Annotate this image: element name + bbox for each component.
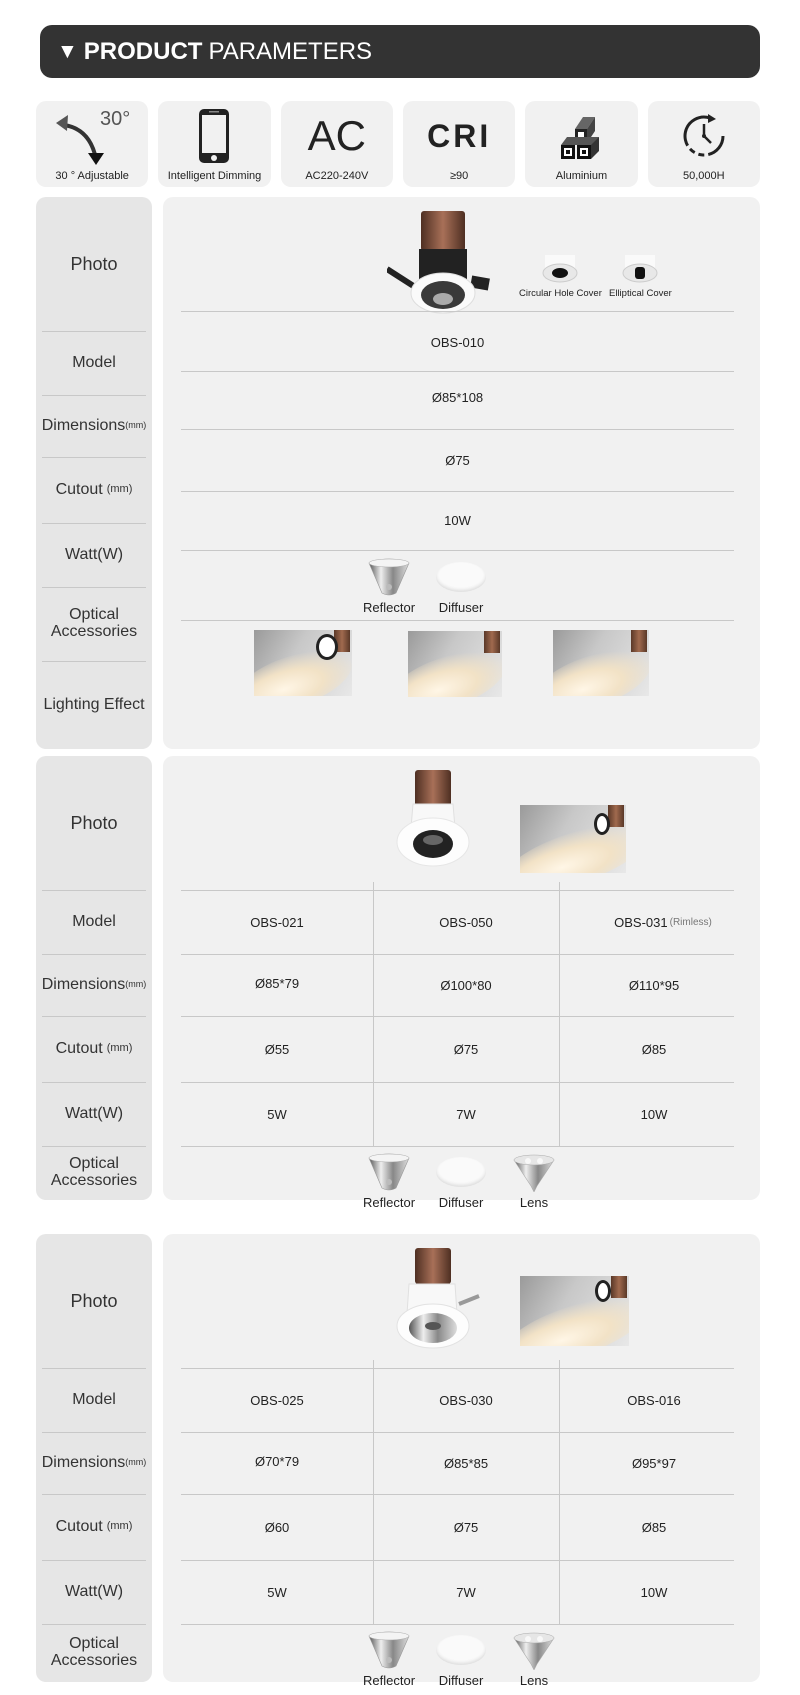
value-cutout: Ø75 — [453, 1519, 479, 1535]
lighting-effect-image-3 — [553, 630, 649, 696]
accessory-diffuser: Diffuser — [436, 557, 486, 615]
label-model: Model — [72, 353, 116, 371]
feature-voltage — [281, 101, 393, 187]
value-cutout: Ø55 — [264, 1041, 290, 1057]
feature-dimming — [158, 101, 270, 187]
value-model: OBS-021 — [250, 914, 304, 930]
accessory-reflector: Reflector — [363, 1630, 415, 1688]
lighting-effect-image — [520, 1276, 629, 1346]
value-dimensions: Ø70*79 — [254, 1453, 300, 1469]
value-watt: 7W — [456, 1106, 476, 1122]
accessory-reflector: Reflector — [363, 557, 415, 615]
value-watt: 5W — [267, 1584, 287, 1600]
accessory-diffuser: Diffuser — [436, 1630, 486, 1688]
lens-icon — [511, 1152, 557, 1192]
label-watt: Watt(W) — [64, 1104, 124, 1122]
row-labels-column — [36, 197, 152, 749]
feature-strip — [36, 101, 760, 187]
label-photo: Photo — [70, 1290, 118, 1311]
product-photo-obs-030 — [395, 1248, 485, 1357]
feature-label: Aluminium — [555, 170, 608, 182]
value-watt: 10W — [640, 1584, 668, 1600]
row-labels-column — [36, 756, 152, 1200]
label-cutout: Cutout (mm) — [55, 1517, 133, 1535]
label-model: Model — [72, 1390, 116, 1408]
feature-adjustable — [36, 101, 148, 187]
value-dimensions: Ø95*97 — [631, 1455, 677, 1471]
feature-label: Intelligent Dimming — [167, 170, 262, 182]
header-title-rest: PARAMETERS — [208, 37, 373, 65]
value-model: OBS-050 — [439, 914, 493, 930]
feature-label: ≥90 — [450, 170, 469, 182]
lighting-effect-image — [520, 805, 626, 873]
value-watt: 7W — [456, 1584, 476, 1600]
value-model: OBS-016 — [627, 1392, 681, 1408]
value-watt: 10W — [640, 1106, 668, 1122]
label-lighting-effect: Lighting Effect — [43, 695, 145, 713]
diffuser-icon — [436, 1635, 486, 1665]
accessory-reflector: Reflector — [363, 1152, 415, 1210]
feature-label: AC220-240V — [305, 170, 369, 182]
section-header — [40, 25, 760, 78]
accessory-lens: Lens — [511, 1630, 557, 1688]
diffuser-icon — [436, 562, 486, 592]
elliptical-cover: Elliptical Cover — [609, 253, 672, 299]
product-photo-obs-050 — [393, 766, 473, 875]
value-model: OBS-025 — [250, 1392, 304, 1408]
product-photo-obs-010 — [387, 211, 497, 320]
value-watt: 5W — [267, 1106, 287, 1122]
value-model: OBS-031 (Rimless) — [614, 914, 712, 930]
smartphone-icon — [158, 107, 270, 165]
specs-panel — [163, 1234, 760, 1688]
value-cutout: Ø75 — [445, 452, 470, 468]
value-model: OBS-010 — [430, 334, 485, 350]
feature-label: 30 ° Adjustable — [55, 170, 129, 182]
label-watt: Watt(W) — [64, 1582, 124, 1600]
header-title-bold: PRODUCT — [83, 37, 203, 65]
lens-icon — [511, 1630, 557, 1670]
value-model: OBS-030 — [439, 1392, 493, 1408]
product-section-obs-025-030-016 — [36, 1234, 760, 1688]
label-photo: Photo — [70, 253, 118, 274]
value-watt: 10W — [444, 512, 471, 528]
diffuser-icon — [436, 1157, 486, 1187]
label-dimensions: Dimensions (mm) — [41, 1453, 147, 1471]
label-photo: Photo — [70, 812, 118, 833]
feature-lifetime — [648, 101, 760, 187]
clock-lifetime-icon — [648, 107, 760, 165]
label-dimensions: Dimensions (mm) — [41, 975, 147, 993]
value-dimensions: Ø85*108 — [431, 389, 484, 405]
label-optical-accessories: Optical Accessories — [50, 1635, 138, 1669]
value-dimensions: Ø85*79 — [254, 975, 300, 991]
triangle-down-icon: ▼ — [57, 39, 78, 63]
value-cutout: Ø85 — [641, 1519, 667, 1535]
label-optical-accessories: Optical Accessories — [50, 1155, 138, 1189]
feature-label: 50,000H — [683, 170, 725, 182]
reflector-icon — [366, 1152, 412, 1192]
value-dimensions: Ø110*95 — [628, 977, 680, 993]
product-section-obs-021-050-031 — [36, 756, 760, 1210]
product-section-obs-010 — [36, 197, 760, 749]
label-model: Model — [72, 912, 116, 930]
feature-cri — [403, 101, 515, 187]
rotate-30-degree-icon — [36, 107, 148, 165]
cri-icon: CRI — [427, 117, 492, 154]
reflector-icon — [366, 1630, 412, 1670]
specs-panel — [163, 197, 760, 749]
reflector-icon — [366, 557, 412, 597]
accessory-diffuser: Diffuser — [436, 1152, 486, 1210]
svg-text:30°: 30° — [100, 108, 131, 130]
feature-material — [525, 101, 637, 187]
label-optical-accessories: Optical Accessories — [50, 606, 138, 640]
lighting-effect-image-1 — [254, 630, 352, 696]
accessory-lens: Lens — [511, 1152, 557, 1210]
label-cutout: Cutout (mm) — [55, 1039, 133, 1057]
aluminium-profile-icon — [525, 107, 637, 165]
label-cutout: Cutout (mm) — [55, 480, 133, 498]
row-labels-column — [36, 1234, 152, 1682]
circular-hole-cover: Circular Hole Cover — [519, 253, 602, 299]
label-dimensions: Dimensions (mm) — [41, 416, 147, 434]
value-cutout: Ø85 — [641, 1041, 667, 1057]
value-cutout: Ø60 — [264, 1519, 290, 1535]
lighting-effect-image-2 — [408, 631, 502, 697]
label-watt: Watt(W) — [64, 545, 124, 563]
value-cutout: Ø75 — [453, 1041, 479, 1057]
value-dimensions: Ø100*80 — [440, 977, 492, 993]
specs-panel — [163, 756, 760, 1210]
ac-icon: AC — [307, 112, 366, 159]
value-dimensions: Ø85*85 — [443, 1455, 489, 1471]
